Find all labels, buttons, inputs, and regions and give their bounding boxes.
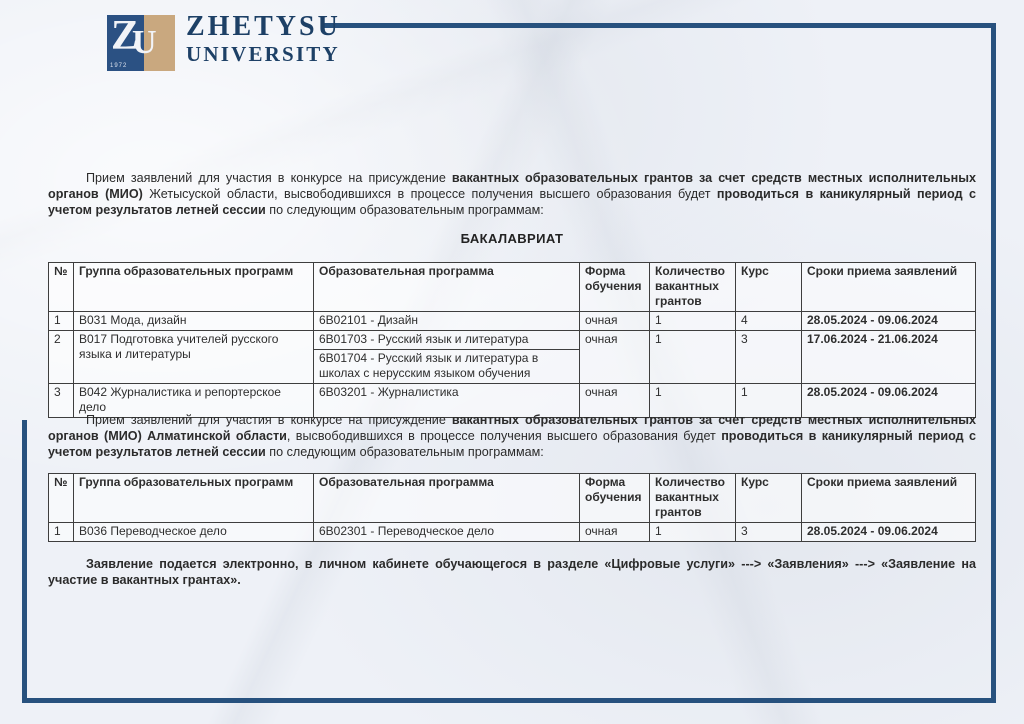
- cell-program: 6B02301 - Переводческое дело: [314, 523, 580, 542]
- column-header-group: Группа образовательных программ: [74, 474, 314, 523]
- cell-count: 1: [650, 331, 736, 384]
- cell-program: 6B02101 - Дизайн: [314, 312, 580, 331]
- cell-group: B017 Подготовка учителей русского языка и литературы: [74, 331, 314, 384]
- table-header-row: [49, 263, 976, 312]
- column-header-count: Количество вакантных грантов: [650, 474, 736, 523]
- cell-num: 1: [49, 523, 74, 542]
- university-name-line1: ZHETYSU: [186, 11, 341, 42]
- column-header-form: Форма обучения: [580, 263, 650, 312]
- cell-count: 1: [650, 312, 736, 331]
- cell-form: очная: [580, 312, 650, 331]
- table-row: [49, 523, 976, 542]
- frame-top-line: [322, 23, 996, 28]
- university-logo-icon: [107, 15, 175, 71]
- cell-count: 1: [650, 523, 736, 542]
- column-header-program: Образовательная программа: [314, 263, 580, 312]
- grants-table-almaty: [48, 473, 976, 542]
- cell-form: очная: [580, 384, 650, 418]
- cell-num: 1: [49, 312, 74, 331]
- frame-bottom-line: [22, 698, 996, 703]
- column-header-num: №: [49, 263, 74, 312]
- cell-group: B036 Переводческое дело: [74, 523, 314, 542]
- cell-course: 4: [736, 312, 802, 331]
- table-row: [49, 312, 976, 331]
- table-header-row: [49, 474, 976, 523]
- cell-dates: 28.05.2024 - 09.06.2024: [802, 523, 976, 542]
- cell-form: очная: [580, 331, 650, 384]
- cell-num: 2: [49, 331, 74, 384]
- logo-letter-z: Z: [111, 13, 140, 59]
- logo-letter-u: U: [132, 24, 157, 61]
- grants-table-zhetysu: [48, 262, 976, 418]
- cell-program: 6B01704 - Русский язык и литература в школах с нерусским языком обучения: [314, 350, 580, 384]
- section-heading-bachelor: БАКАЛАВРИАТ: [460, 231, 564, 246]
- intro-paragraph-almaty: Прием заявлений для участия в конкурсе на присуждение вакантных образовательных грантов за счет средств местных исполнительных органов (МИО) Алматинской области, высвободившихся в процессе получения высшего образования будет проводиться в каникулярный период с учетом результатов летней сессии по следующим образовательным программам:: [48, 413, 976, 459]
- frame-left-line: [22, 420, 27, 703]
- column-header-group: Группа образовательных программ: [74, 263, 314, 312]
- cell-group: B042 Журналистика и репортерское дело: [74, 384, 314, 418]
- cell-count: 1: [650, 384, 736, 418]
- cell-dates: 17.06.2024 - 21.06.2024: [802, 331, 976, 384]
- cell-program: 6B01703 - Русский язык и литература: [314, 331, 580, 350]
- column-header-course: Курс: [736, 263, 802, 312]
- frame-right-line: [991, 23, 996, 703]
- column-header-count: Количество вакантных грантов: [650, 263, 736, 312]
- column-header-num: №: [49, 474, 74, 523]
- cell-num: 3: [49, 384, 74, 418]
- university-name: [186, 13, 341, 65]
- submission-instructions-paragraph: Заявление подается электронно, в личном кабинете обучающегося в разделе «Цифровые услуги» ---> «Заявления» ---> «Заявление на участие в вакантных грантах».: [48, 557, 976, 587]
- column-header-course: Курс: [736, 474, 802, 523]
- cell-program: 6B03201 - Журналистика: [314, 384, 580, 418]
- column-header-dates: Сроки приема заявлений: [802, 474, 976, 523]
- cell-course: 3: [736, 523, 802, 542]
- table-row: [49, 331, 976, 350]
- cell-course: 1: [736, 384, 802, 418]
- intro-paragraph-zhetysu: Прием заявлений для участия в конкурсе на присуждение вакантных образовательных грантов за счет средств местных исполнительных органов (МИО) Жетысуской области, высвободившихся в процессе получения высшего образования будет проводиться в каникулярный период с учетом результатов летней сессии по следующим образовательным программам:: [48, 171, 976, 217]
- cell-group: B031 Мода, дизайн: [74, 312, 314, 331]
- cell-form: очная: [580, 523, 650, 542]
- column-header-program: Образовательная программа: [314, 474, 580, 523]
- university-name-line2: UNIVERSITY: [186, 42, 340, 66]
- cell-dates: 28.05.2024 - 09.06.2024: [802, 312, 976, 331]
- column-header-dates: Сроки приема заявлений: [802, 263, 976, 312]
- column-header-form: Форма обучения: [580, 474, 650, 523]
- cell-dates: 28.05.2024 - 09.06.2024: [802, 384, 976, 418]
- cell-course: 3: [736, 331, 802, 384]
- logo-year: 1972: [110, 63, 128, 69]
